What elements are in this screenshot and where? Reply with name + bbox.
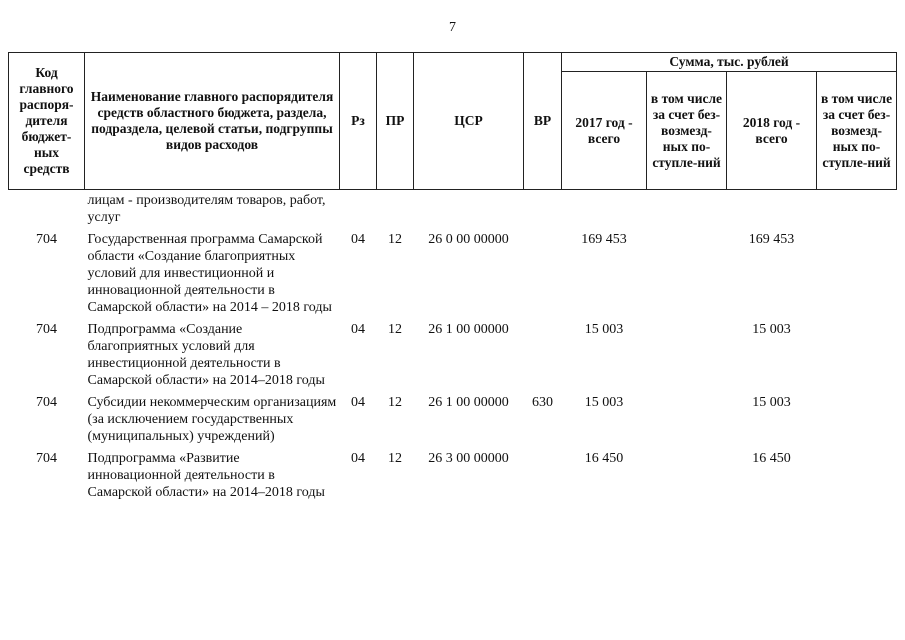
cell-pr: 12 <box>388 322 402 337</box>
cell-rz: 04 <box>351 322 365 337</box>
cell-csr: 26 3 00 00000 <box>428 451 509 466</box>
cell-name: Подпрограмма «Создание благоприятных условий для инвестиционной деятельности в Самарской области» на 2014–2018 годы <box>87 322 325 388</box>
cell-code <box>9 190 85 227</box>
cell-vr: 630 <box>532 395 553 410</box>
table-row <box>9 389 897 445</box>
cell-csr: 26 1 00 00000 <box>428 322 509 337</box>
cell-name: лицам - производителям товаров, работ, услуг <box>87 193 326 225</box>
table-body <box>9 190 897 502</box>
table-header <box>9 53 897 190</box>
cell-vr <box>524 226 562 316</box>
cell-csr: 26 1 00 00000 <box>428 395 509 410</box>
cell-code: 704 <box>36 232 57 247</box>
cell-rz: 04 <box>351 395 365 410</box>
continuation-row <box>9 190 897 227</box>
cell-2017-total: 15 003 <box>584 322 624 337</box>
header-2018-total: 2018 год - всего <box>727 72 817 190</box>
cell-name: Подпрограмма «Развитие инновационной деятельности в Самарской области» на 2014–2018 годы <box>87 451 325 500</box>
table-row <box>9 226 897 316</box>
cell-pr: 12 <box>388 232 402 247</box>
header-rz: Рз <box>340 53 377 190</box>
cell-code: 704 <box>36 451 57 466</box>
header-vr: ВР <box>524 53 562 190</box>
cell-2017-total: 169 453 <box>581 232 627 247</box>
header-2017-total: 2017 год - всего <box>562 72 647 190</box>
cell-2017-free <box>647 316 727 389</box>
cell-2018-free <box>817 226 897 316</box>
cell-csr: 26 0 00 00000 <box>428 232 509 247</box>
cell-name: Субсидии некоммерческим организациям (за исключением государственных (муниципальных) учреждений) <box>87 395 337 444</box>
header-code: Код главного распоря-дителя бюджет-ных средств <box>9 53 85 190</box>
table-row <box>9 316 897 389</box>
cell-rz: 04 <box>351 232 365 247</box>
header-2018-free: в том числе за счет без-возмезд-ных по-ступле-ний <box>817 72 897 190</box>
header-csr: ЦСР <box>414 53 524 190</box>
header-sum: Сумма, тыс. рублей <box>562 53 897 72</box>
cell-2018-total: 15 003 <box>752 322 791 337</box>
cell-2017-free <box>647 445 727 501</box>
cell-2018-total: 15 003 <box>752 395 791 410</box>
cell-2017-free <box>647 226 727 316</box>
cell-name: Государственная программа Самарской области «Создание благоприятных условий для инвестиционной и инновационной деятельности в Самарской области» на 2014 – 2018 годы <box>87 232 332 315</box>
cell-2018-total: 169 453 <box>748 232 795 247</box>
cell-2018-free <box>817 389 897 445</box>
cell-vr <box>524 316 562 389</box>
cell-pr: 12 <box>388 451 402 466</box>
budget-table <box>8 52 897 501</box>
cell-2017-free <box>647 389 727 445</box>
cell-2018-total: 16 450 <box>752 451 791 466</box>
table-row <box>9 445 897 501</box>
cell-code: 704 <box>36 395 57 410</box>
cell-2018-free <box>817 316 897 389</box>
cell-2017-total: 16 450 <box>584 451 624 466</box>
cell-rz: 04 <box>351 451 365 466</box>
cell-code: 704 <box>36 322 57 337</box>
header-name: Наименование главного распорядителя средств областного бюджета, раздела, подраздела, целевой статьи, подгруппы видов расходов <box>85 53 340 190</box>
page-number: 7 <box>449 20 456 35</box>
cell-2017-total: 15 003 <box>584 395 624 410</box>
cell-2018-free <box>817 445 897 501</box>
cell-pr: 12 <box>388 395 402 410</box>
header-2017-free: в том числе за счет без-возмезд-ных по-ступле-ний <box>647 72 727 190</box>
cell-vr <box>524 445 562 501</box>
header-pr: ПР <box>377 53 414 190</box>
